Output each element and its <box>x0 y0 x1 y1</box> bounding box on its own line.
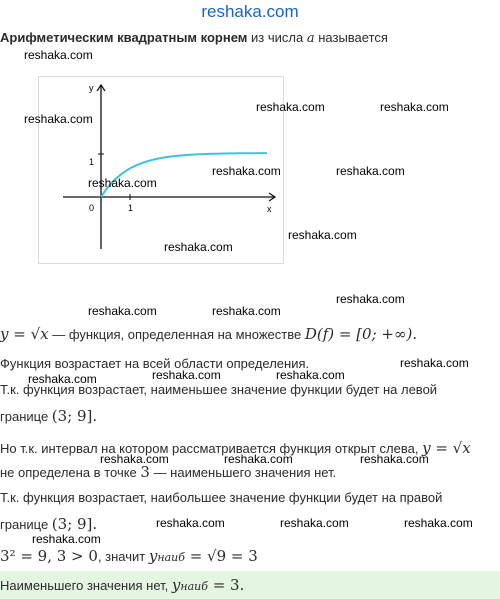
watermark: reshaka.com <box>28 372 97 386</box>
watermark: reshaka.com <box>156 516 225 530</box>
left-boundary-line-2 <box>0 408 97 425</box>
open-interval-text-2: не определена в точке <box>0 465 141 480</box>
function-domain: D(f) = [0; +∞). <box>304 325 418 343</box>
definition-tail: называется <box>318 30 388 45</box>
right-boundary-text: границе <box>0 517 52 532</box>
calc-right: = √9 = 3 <box>184 547 258 565</box>
interval-2: (3; 9]. <box>51 515 98 533</box>
watermark: reshaka.com <box>256 100 325 114</box>
function-formula: y = √x <box>0 325 49 343</box>
right-boundary-line-2 <box>0 516 97 533</box>
watermark: reshaka.com <box>24 48 93 62</box>
function-text: — функция, определенная на множестве <box>48 327 305 342</box>
answer-line <box>0 577 244 595</box>
answer-text: Наименьшего значения нет, <box>0 578 172 593</box>
answer-sub: наиб <box>180 580 208 593</box>
watermark: reshaka.com <box>336 164 405 178</box>
watermark: reshaka.com <box>404 516 473 530</box>
watermark: reshaka.com <box>380 100 449 114</box>
watermark: reshaka.com <box>280 516 349 530</box>
watermark: reshaka.com <box>360 452 429 466</box>
calc-y: y <box>148 547 158 565</box>
left-boundary-line-1: Т.к. функция возрастает, наименьшее значение функции будет на левой <box>0 382 438 397</box>
x-one-label: 1 <box>128 203 134 213</box>
left-boundary-text: границе <box>0 409 52 424</box>
answer-right: = 3. <box>207 576 245 594</box>
open-interval-formula: y = √x <box>422 439 471 457</box>
watermark: reshaka.com <box>276 368 345 382</box>
watermark: reshaka.com <box>400 356 469 370</box>
watermark: reshaka.com <box>24 112 93 126</box>
right-boundary-line-1: Т.к. функция возрастает, наибольшее значение функции будет на правой <box>0 490 443 505</box>
definition-line <box>0 30 388 47</box>
y-one-label: 1 <box>89 157 95 167</box>
watermark: reshaka.com <box>100 452 169 466</box>
open-interval-line-2 <box>0 464 336 481</box>
watermark: reshaka.com <box>212 164 281 178</box>
definition-text: из числа <box>251 30 304 45</box>
interval-1: (3; 9]. <box>51 407 98 425</box>
watermark: reshaka.com <box>224 452 293 466</box>
definition-var: a <box>306 31 315 46</box>
function-line <box>0 326 417 343</box>
open-interval-text-3: — наименьшего значения нет. <box>149 465 337 480</box>
watermark: reshaka.com <box>164 240 233 254</box>
watermark: reshaka.com <box>32 532 101 546</box>
y-axis-label: y <box>89 83 94 93</box>
calc-sub: наиб <box>157 551 185 564</box>
watermark: reshaka.com <box>152 368 221 382</box>
increase-line: Функция возрастает на всей области определения. <box>0 356 310 371</box>
answer-box <box>0 571 500 599</box>
calc-left: 3² = 9, 3 > 0 <box>0 547 98 565</box>
watermark: reshaka.com <box>88 304 157 318</box>
watermark: reshaka.com <box>212 304 281 318</box>
open-interval-point: 3 <box>140 463 150 481</box>
watermark: reshaka.com <box>288 228 357 242</box>
calculation-line <box>0 548 258 566</box>
x-axis-label: x <box>267 204 272 214</box>
definition-term: Арифметическим квадратным корнем <box>0 30 248 45</box>
watermark: reshaka.com <box>336 292 405 306</box>
open-interval-text: Но т.к. интервал на котором рассматривается функция открыт слева, <box>0 441 423 456</box>
answer-y: y <box>171 576 181 594</box>
site-header-link[interactable]: reshaka.com <box>201 2 299 21</box>
watermark: reshaka.com <box>88 176 157 190</box>
calc-text: , значит <box>97 549 149 564</box>
origin-label: 0 <box>89 203 95 213</box>
